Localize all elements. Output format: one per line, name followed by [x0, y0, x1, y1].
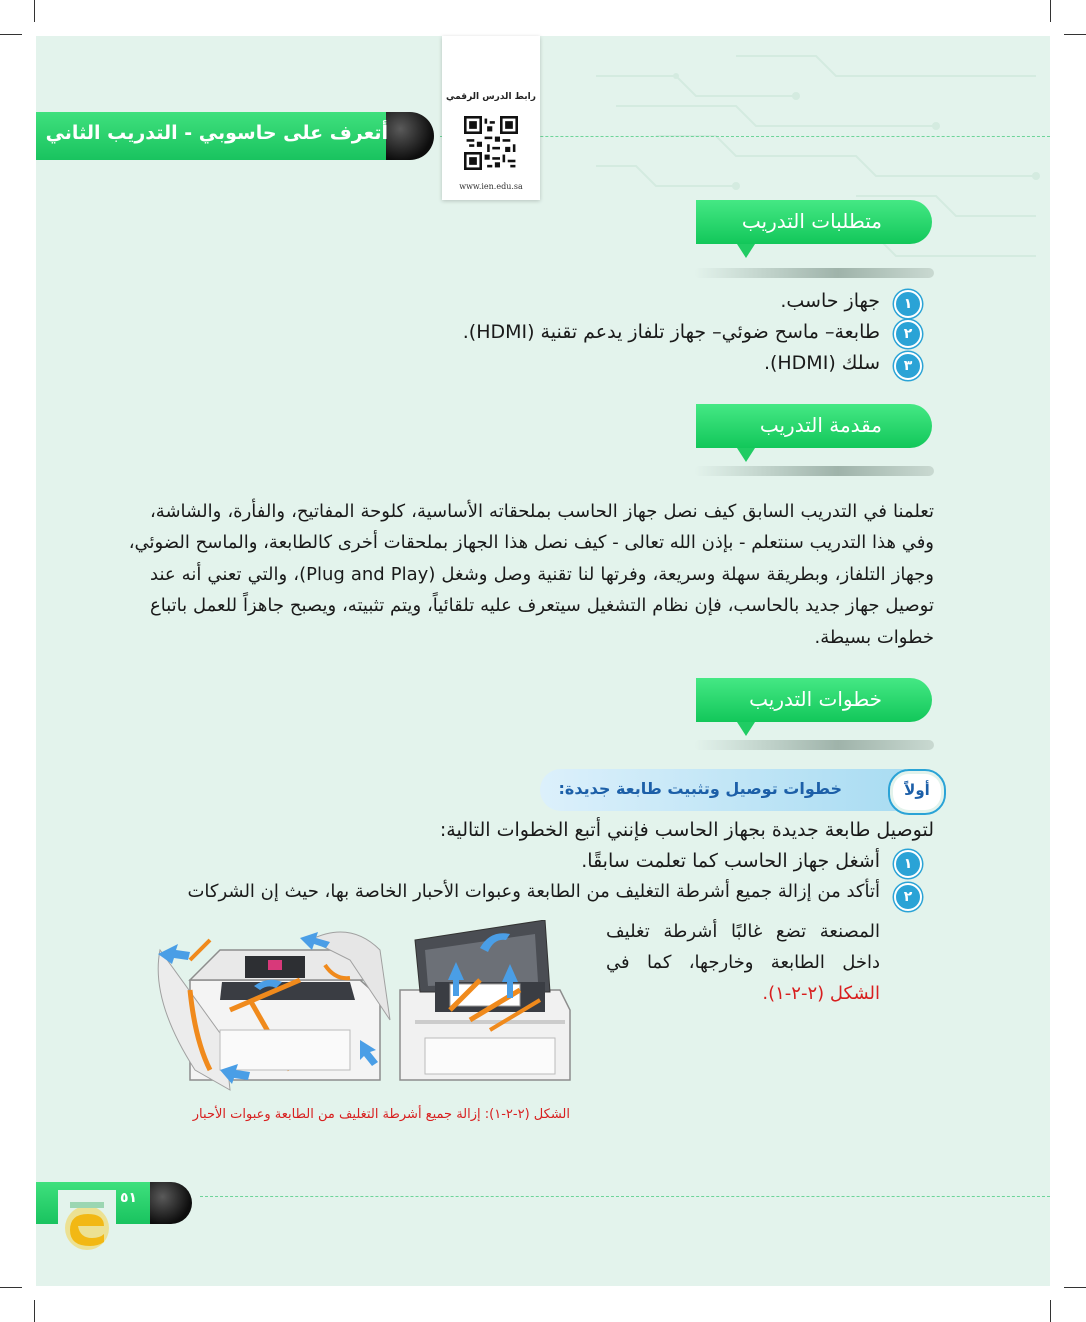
pill-shadow: [694, 268, 934, 278]
pill-tail: [737, 448, 755, 462]
crop-mark: [34, 0, 35, 22]
subsection-title: خطوات توصيل وتثبيت طابعة جديدة:: [558, 779, 842, 798]
figure-reference: الشكل (٢-٢-١).: [762, 983, 880, 1004]
qr-url[interactable]: www.ien.edu.sa: [459, 182, 523, 191]
printer-right-image: [400, 920, 570, 1080]
qr-card[interactable]: [442, 36, 540, 200]
crop-mark: [1050, 0, 1051, 22]
footer-divider: [200, 1196, 1050, 1197]
crop-mark: [1050, 1300, 1051, 1322]
crop-mark: [0, 34, 22, 35]
crop-mark: [1064, 34, 1086, 35]
continuation-line: المصنعة تضع غالبًا أشرطة تغليف: [606, 921, 880, 942]
requirements-heading-pill: [696, 200, 932, 244]
paragraph-line: تعلمنا في التدريب السابق كيف نصل جهاز الحاسب بملحقاته الأساسية، كلوحة المفاتيح، والفأرة، والشاشة،: [150, 501, 934, 522]
qr-code-icon[interactable]: [464, 116, 518, 170]
pill-tail: [737, 722, 755, 736]
crop-mark: [0, 1287, 22, 1288]
steps-heading: خطوات التدريب: [749, 687, 882, 711]
step-continuation: [606, 916, 880, 1009]
list-number: ٣: [894, 352, 922, 380]
crop-mark: [34, 1300, 35, 1322]
header-bar: [36, 112, 434, 160]
requirement-item: سلك (HDMI).: [763, 352, 880, 374]
printer-figure: [150, 920, 580, 1092]
paragraph-line: خطوات بسيطة.: [814, 626, 934, 648]
intro-paragraph: [128, 496, 934, 653]
printer-left-image: [158, 932, 390, 1090]
list-number: ٢: [894, 320, 922, 348]
crop-mark: [1064, 1287, 1086, 1288]
step-item: أتأكد من إزالة جميع أشرطة التغليف من الطابعة وعبوات الأحبار الخاصة بها، حيث إن الشركات: [187, 881, 880, 902]
list-number: ١: [894, 850, 922, 878]
figure-caption: الشكل (٢-٢-١): إزالة جميع أشرطة التغليف من الطابعة وعبوات الأحبار: [192, 1107, 570, 1122]
subsection-badge-label: أولاً: [904, 781, 930, 799]
page-number: ٥١: [120, 1190, 138, 1206]
pill-shadow: [694, 740, 934, 750]
paragraph-line: وفي هذا التدريب سنتعلم - بإذن الله تعالى - كيف نصل هذا الجهاز بملحقات أخرى كالطابعة، والماسح الضوئي،: [128, 532, 934, 554]
step-item: أشغل جهاز الحاسب كما تعلمت سابقًا.: [581, 850, 880, 872]
steps-heading-pill: [696, 678, 932, 722]
paragraph-line: توصيل جهاز جديد بالحاسب، فإن نظام التشغيل سيتعرف عليه تلقائياً، ويتم تثبيته، ويصبح جاهزاً للعمل باتباع: [150, 595, 934, 617]
list-number: ١: [894, 290, 922, 318]
publisher-logo-icon: [58, 1190, 116, 1260]
list-number: ٢: [894, 883, 922, 911]
paragraph-line: وجهاز التلفاز، وبطريقة سهلة وسريعة، وفرتها لنا تقنية وصل وشغل (Plug and Play)، والتي تعني أنه عند: [150, 563, 934, 585]
requirement-item: جهاز حاسب.: [780, 290, 880, 312]
header-bar-cap: [386, 112, 434, 160]
requirement-item: طابعة– ماسح ضوئي– جهاز تلفاز يدعم تقنية (HDMI).: [462, 321, 880, 343]
steps-intro-line: لتوصيل طابعة جديدة بجهاز الحاسب فإنني أتبع الخطوات التالية:: [439, 819, 934, 841]
subsection-badge: [888, 769, 946, 815]
intro-heading: مقدمة التدريب: [759, 413, 882, 437]
pill-shadow: [694, 466, 934, 476]
footer-bar-cap: [150, 1182, 192, 1224]
continuation-line: داخل الطابعة وخارجها، كما في: [606, 952, 880, 973]
qr-label: رابط الدرس الرقمي: [446, 92, 536, 102]
page-title: أتعرف على حاسوبي - التدريب الثاني: [45, 122, 388, 144]
requirements-heading: متطلبات التدريب: [741, 209, 882, 233]
subsection-bar: [540, 769, 906, 811]
pill-tail: [737, 244, 755, 258]
intro-heading-pill: [696, 404, 932, 448]
